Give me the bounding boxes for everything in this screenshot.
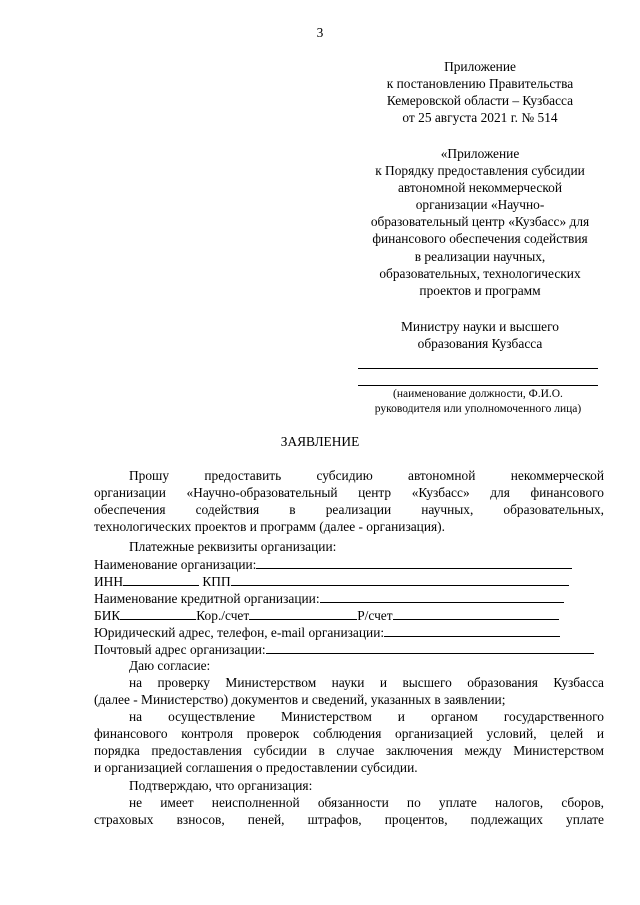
signature-hint-line: руководителя или уполномоченного лица)	[374, 403, 582, 415]
addressee-line: образования Кузбасса	[417, 336, 543, 352]
paragraph-line: страховых взносов, пеней, штрафов, процентов, подлежащих уплате	[94, 812, 604, 828]
paragraph-line: обеспечения содействия в реализации научных, образовательных,	[94, 502, 604, 518]
paragraph-line: и организацией соглашения о предоставлении субсидии.	[94, 760, 418, 776]
postal-address-label: Почтовый адрес организации:	[94, 642, 266, 657]
bank-name-row	[94, 589, 604, 607]
kpp-field[interactable]	[231, 572, 569, 586]
inn-kpp-row	[94, 572, 604, 590]
inn-field[interactable]	[123, 572, 199, 586]
org-name-field[interactable]	[256, 555, 572, 569]
paragraph-line: не имеет неисполненной обязанности по уплате налогов, сборов,	[129, 795, 604, 810]
request-paragraph	[94, 467, 604, 535]
signature-line	[358, 385, 598, 386]
addressee	[360, 318, 600, 352]
org-name-label: Наименование организации:	[94, 557, 257, 572]
paragraph-line: порядка предоставления субсидии в случае заключения между Министерством	[94, 743, 604, 759]
consent-item-review	[94, 674, 604, 708]
consent-heading: Даю согласие:	[129, 658, 211, 673]
page-number: 3	[316, 25, 324, 40]
appendix-line: к постановлению Правительства	[386, 76, 574, 92]
legal-address-label: Юридический адрес, телефон, e-mail организации:	[94, 625, 385, 640]
paragraph-line: на проверку Министерством науки и высшего образования Кузбасса	[129, 675, 604, 690]
corr-account-field[interactable]	[249, 606, 357, 620]
paragraph-line: (далее - Министерство) документов и сведений, указанных в заявлении;	[94, 692, 506, 708]
confirm-heading: Подтверждаю, что организация:	[129, 778, 313, 793]
appendix-line: Приложение	[444, 59, 516, 74]
consent-item-audit	[94, 708, 604, 776]
procedure-appendix-header	[354, 145, 606, 299]
corr-account-label: Кор./счет	[196, 608, 250, 623]
appendix-line: от 25 августа 2021 г. № 514	[402, 110, 558, 126]
procedure-line: образовательных, технологических	[379, 265, 581, 281]
document-title: ЗАЯВЛЕНИЕ	[280, 434, 360, 449]
procedure-line: проектов и программ	[419, 282, 541, 298]
procedure-line: организации «Научно-	[415, 197, 545, 213]
inn-label: ИНН	[94, 574, 124, 589]
settlement-account-label: Р/счет	[357, 608, 393, 623]
procedure-line: автономной некоммерческой	[397, 180, 563, 196]
appendix-header	[360, 58, 600, 126]
paragraph-line: технологических проектов и программ (далее - организация).	[94, 519, 445, 535]
appendix-line: Кемеровской области – Кузбасса	[386, 93, 574, 109]
payment-heading: Платежные реквизиты организации:	[129, 539, 337, 554]
procedure-line: к Порядку предоставления субсидии	[375, 163, 585, 179]
paragraph-line: организации «Научно-образовательный центр «Кузбасс» для финансового	[94, 485, 604, 501]
postal-address-field[interactable]	[266, 640, 594, 654]
settlement-account-field[interactable]	[393, 606, 559, 620]
bank-name-label: Наименование кредитной организации:	[94, 591, 320, 606]
procedure-line: «Приложение	[440, 146, 520, 161]
procedure-line: в реализации научных,	[414, 248, 546, 264]
postal-address-row	[94, 640, 604, 658]
bank-accounts-row	[94, 606, 604, 624]
signature-hint-line: (наименование должности, Ф.И.О.	[393, 388, 563, 400]
org-name-row	[94, 555, 604, 573]
legal-address-row	[94, 623, 604, 641]
procedure-line: финансового обеспечения содействия	[372, 231, 588, 247]
paragraph-line: на осуществление Министерством и органом государственного	[129, 709, 604, 724]
addressee-line: Министру науки и высшего	[401, 319, 559, 334]
paragraph-line: Прошу предоставить субсидию автономной некоммерческой	[129, 468, 604, 483]
paragraph-line: финансового контроля проверок соблюдения организацией условий, целей и	[94, 726, 604, 742]
procedure-line: образовательный центр «Кузбасс» для	[370, 214, 590, 230]
signature-line	[358, 368, 598, 369]
confirm-item-taxes	[94, 794, 604, 828]
bik-label: БИК	[94, 608, 121, 623]
legal-address-field[interactable]	[384, 623, 560, 637]
bank-name-field[interactable]	[320, 589, 564, 603]
signature-hint	[350, 387, 606, 417]
bik-field[interactable]	[120, 606, 196, 620]
kpp-label: КПП	[202, 574, 231, 589]
